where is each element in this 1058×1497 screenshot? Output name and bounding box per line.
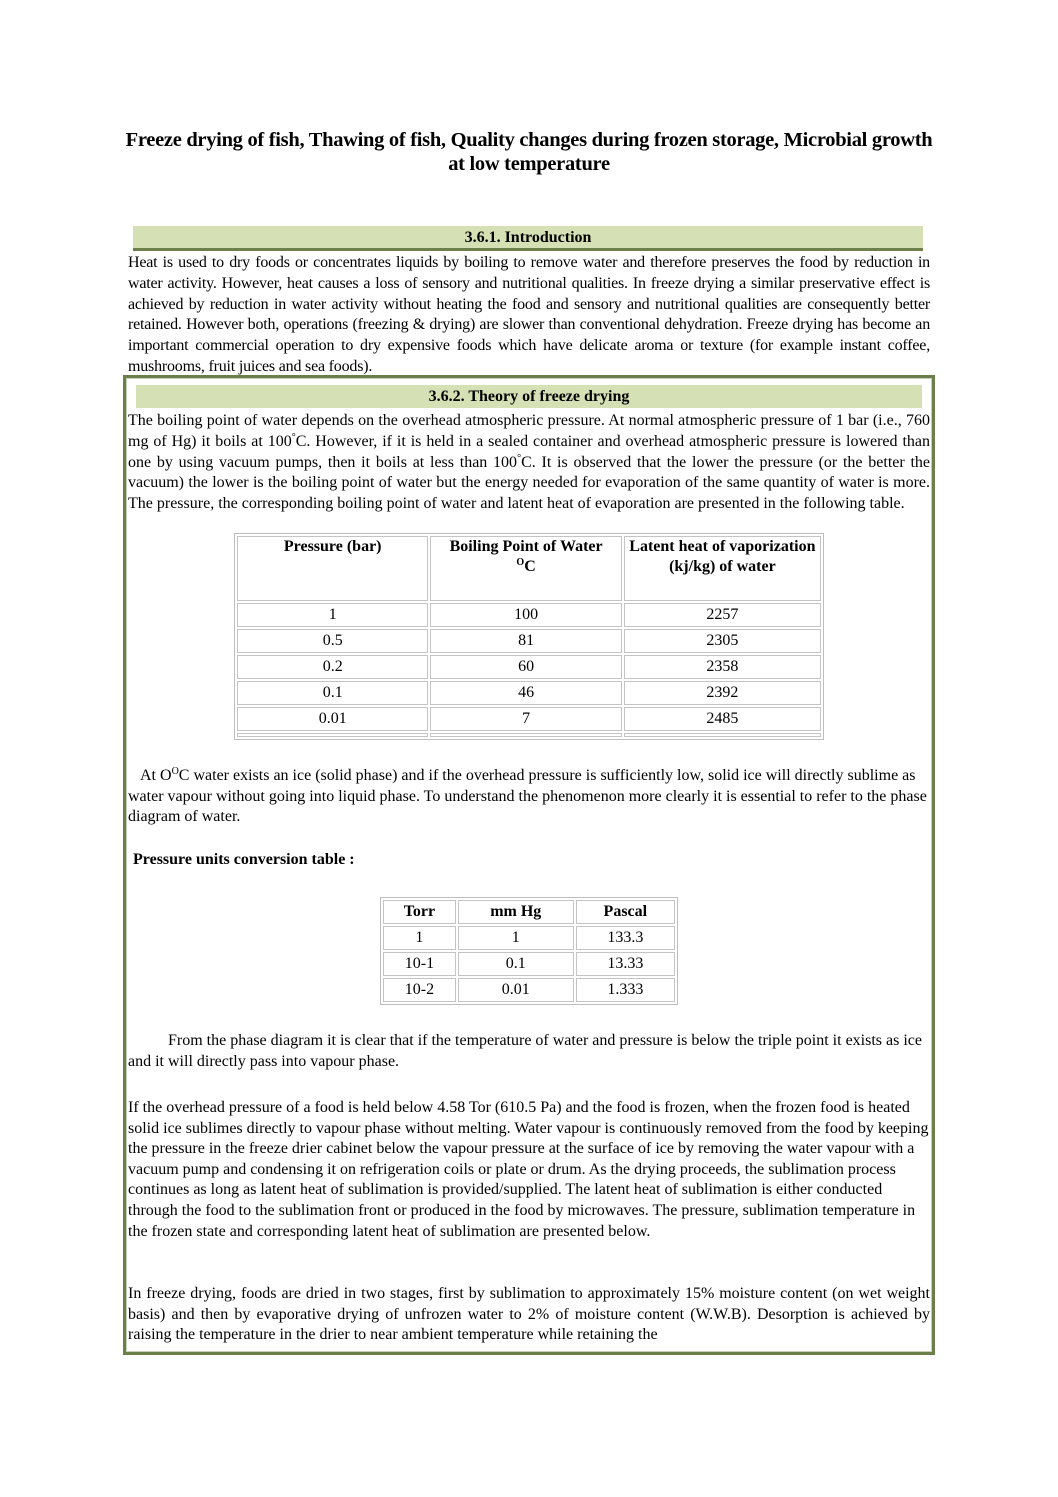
column-header-boiling-point: Boiling Point of Water $^O$C [430,536,621,601]
table-cell: 10-1 [383,952,456,976]
table-cell: 0.1 [458,952,574,976]
column-header-pascal: Pascal [576,900,675,924]
table-cell [237,733,428,737]
table-cell: 2358 [624,655,821,679]
table-cell: 100 [430,603,621,627]
table-cell [430,733,621,737]
table-cell: 0.5 [237,629,428,653]
theory-paragraph-5: In freeze drying, foods are dried in two stages, first by sublimation to approximately 15% moisture content (on wet weight basis) and then by evaporative drying of unfrozen water to 2% of moisture content (W.W.B). Desorption is achieved by raising the temperature in the drier to near ambient temperature while retaining the [128,1285,930,1344]
table-row [383,952,675,976]
table-cell: 0.01 [458,978,574,1002]
table-cell: 2392 [624,681,821,705]
table-cell: 0.2 [237,655,428,679]
theory-paragraph-4: If the overhead pressure of a food is held below 4.58 Tor (610.5 Pa) and the food is frozen, when the frozen food is heated solid ice sublimes directly to vapour phase without melting. Water vapour is continuously removed from the food by keeping the pressure in the freeze drier cabinet below the vapour pressure at the surface of ice by removing the water vapour with a vacuum pump and condensing it on refrigeration coils or plate or drum. As the drying proceeds, the sublimation process continues as long as latent heat of sublimation is provided/supplied. The latent heat of sublimation is either conducted through the food to the sublimation front or produced in the food by microwaves. The pressure, sublimation temperature in the frozen state and corresponding latent heat of sublimation are presented below. [128,1099,929,1240]
table-cell: 1 [383,926,456,950]
theory-paragraph-1: The boiling point of water depends on the overhead atmospheric pressure. At normal atmospheric pressure of 1 bar (i.e., 760 mg of Hg) it boils at 100°C. However, if it is held in a sealed container and overhead atmospheric pressure is lowered than one by using vacuum pumps, then it boils at less than 100°C. It is observed that the lower the pressure (or the better the vacuum) the lower is the boiling point of water but the energy needed for evaporation of the same quantity of water is more. The pressure, the corresponding boiling point of water and latent heat of evaporation are presented in the following table. [128,412,931,513]
section-heading-introduction: 3.6.1. Introduction [133,226,923,251]
boiling-point-table [234,533,824,740]
section-heading-theory: 3.6.2. Theory of freeze drying [136,385,922,408]
table-cell: 2257 [624,603,821,627]
column-header-pressure: Pressure (bar) [237,536,428,601]
table-cell: 1 [458,926,574,950]
degree-symbol: ° [291,431,296,443]
table-cell: 13.33 [576,952,675,976]
table-cell: 2485 [624,707,821,731]
table-cell: 1 [237,603,428,627]
document-title: Freeze drying of fish, Thawing of fish, Quality changes during frozen storage, Microbial growth at low temperature [125,129,933,175]
table-row [383,926,675,950]
table-cell: 10-2 [383,978,456,1002]
column-header-latent-heat: Latent heat of vaporization (kj/kg) of water [624,536,821,601]
conversion-table-heading: Pressure units conversion table : [133,851,355,868]
table-row [237,655,821,679]
table-header-row [237,536,821,601]
theory-paragraph-3: From the phase diagram it is clear that if the temperature of water and pressure is below the triple point it exists as ice and it will directly pass into vapour phase. [128,1032,922,1070]
table-cell: 46 [430,681,621,705]
table-cell: 81 [430,629,621,653]
table-row [237,603,821,627]
table-header-row [383,900,675,924]
table-row [383,978,675,1002]
table-row [237,707,821,731]
degree-symbol: ° [517,452,522,464]
table-cell: 1.333 [576,978,675,1002]
introduction-paragraph: Heat is used to dry foods or concentrates liquids by boiling to remove water and therefore preserves the food by reduction in water activity. However, heat causes a loss of sensory and nutritional qualities. In freeze drying a similar preservative effect is achieved by reduction in water activity without heating the food and sensory and nutritional qualities are consequently better retained. However both, operations (freezing & drying) are slower than conventional dehydration. Freeze drying has become an important commercial operation to dry expensive foods which have delicate aroma or texture (for example instant coffee, mushrooms, fruit juices and sea foods). [128,254,930,375]
table-cell: 7 [430,707,621,731]
table-cell: 60 [430,655,621,679]
table-cell: 2305 [624,629,821,653]
table-row [237,681,821,705]
table-cell: 0.01 [237,707,428,731]
table-cell: 133.3 [576,926,675,950]
column-header-mmhg: mm Hg [458,900,574,924]
table-row [237,629,821,653]
table-cell: 0.1 [237,681,428,705]
column-header-torr: Torr [383,900,456,924]
table-empty-row [237,733,821,737]
pressure-conversion-table [380,897,678,1005]
table-cell [624,733,821,737]
theory-paragraph-2: At $O^OC$ water exists an ice (solid phase) and if the overhead pressure is sufficiently low, solid ice will directly sublime as water vapour without going into liquid phase. To understand the phenomenon more clearly it is essential to refer to the phase diagram of water. [128,766,927,826]
